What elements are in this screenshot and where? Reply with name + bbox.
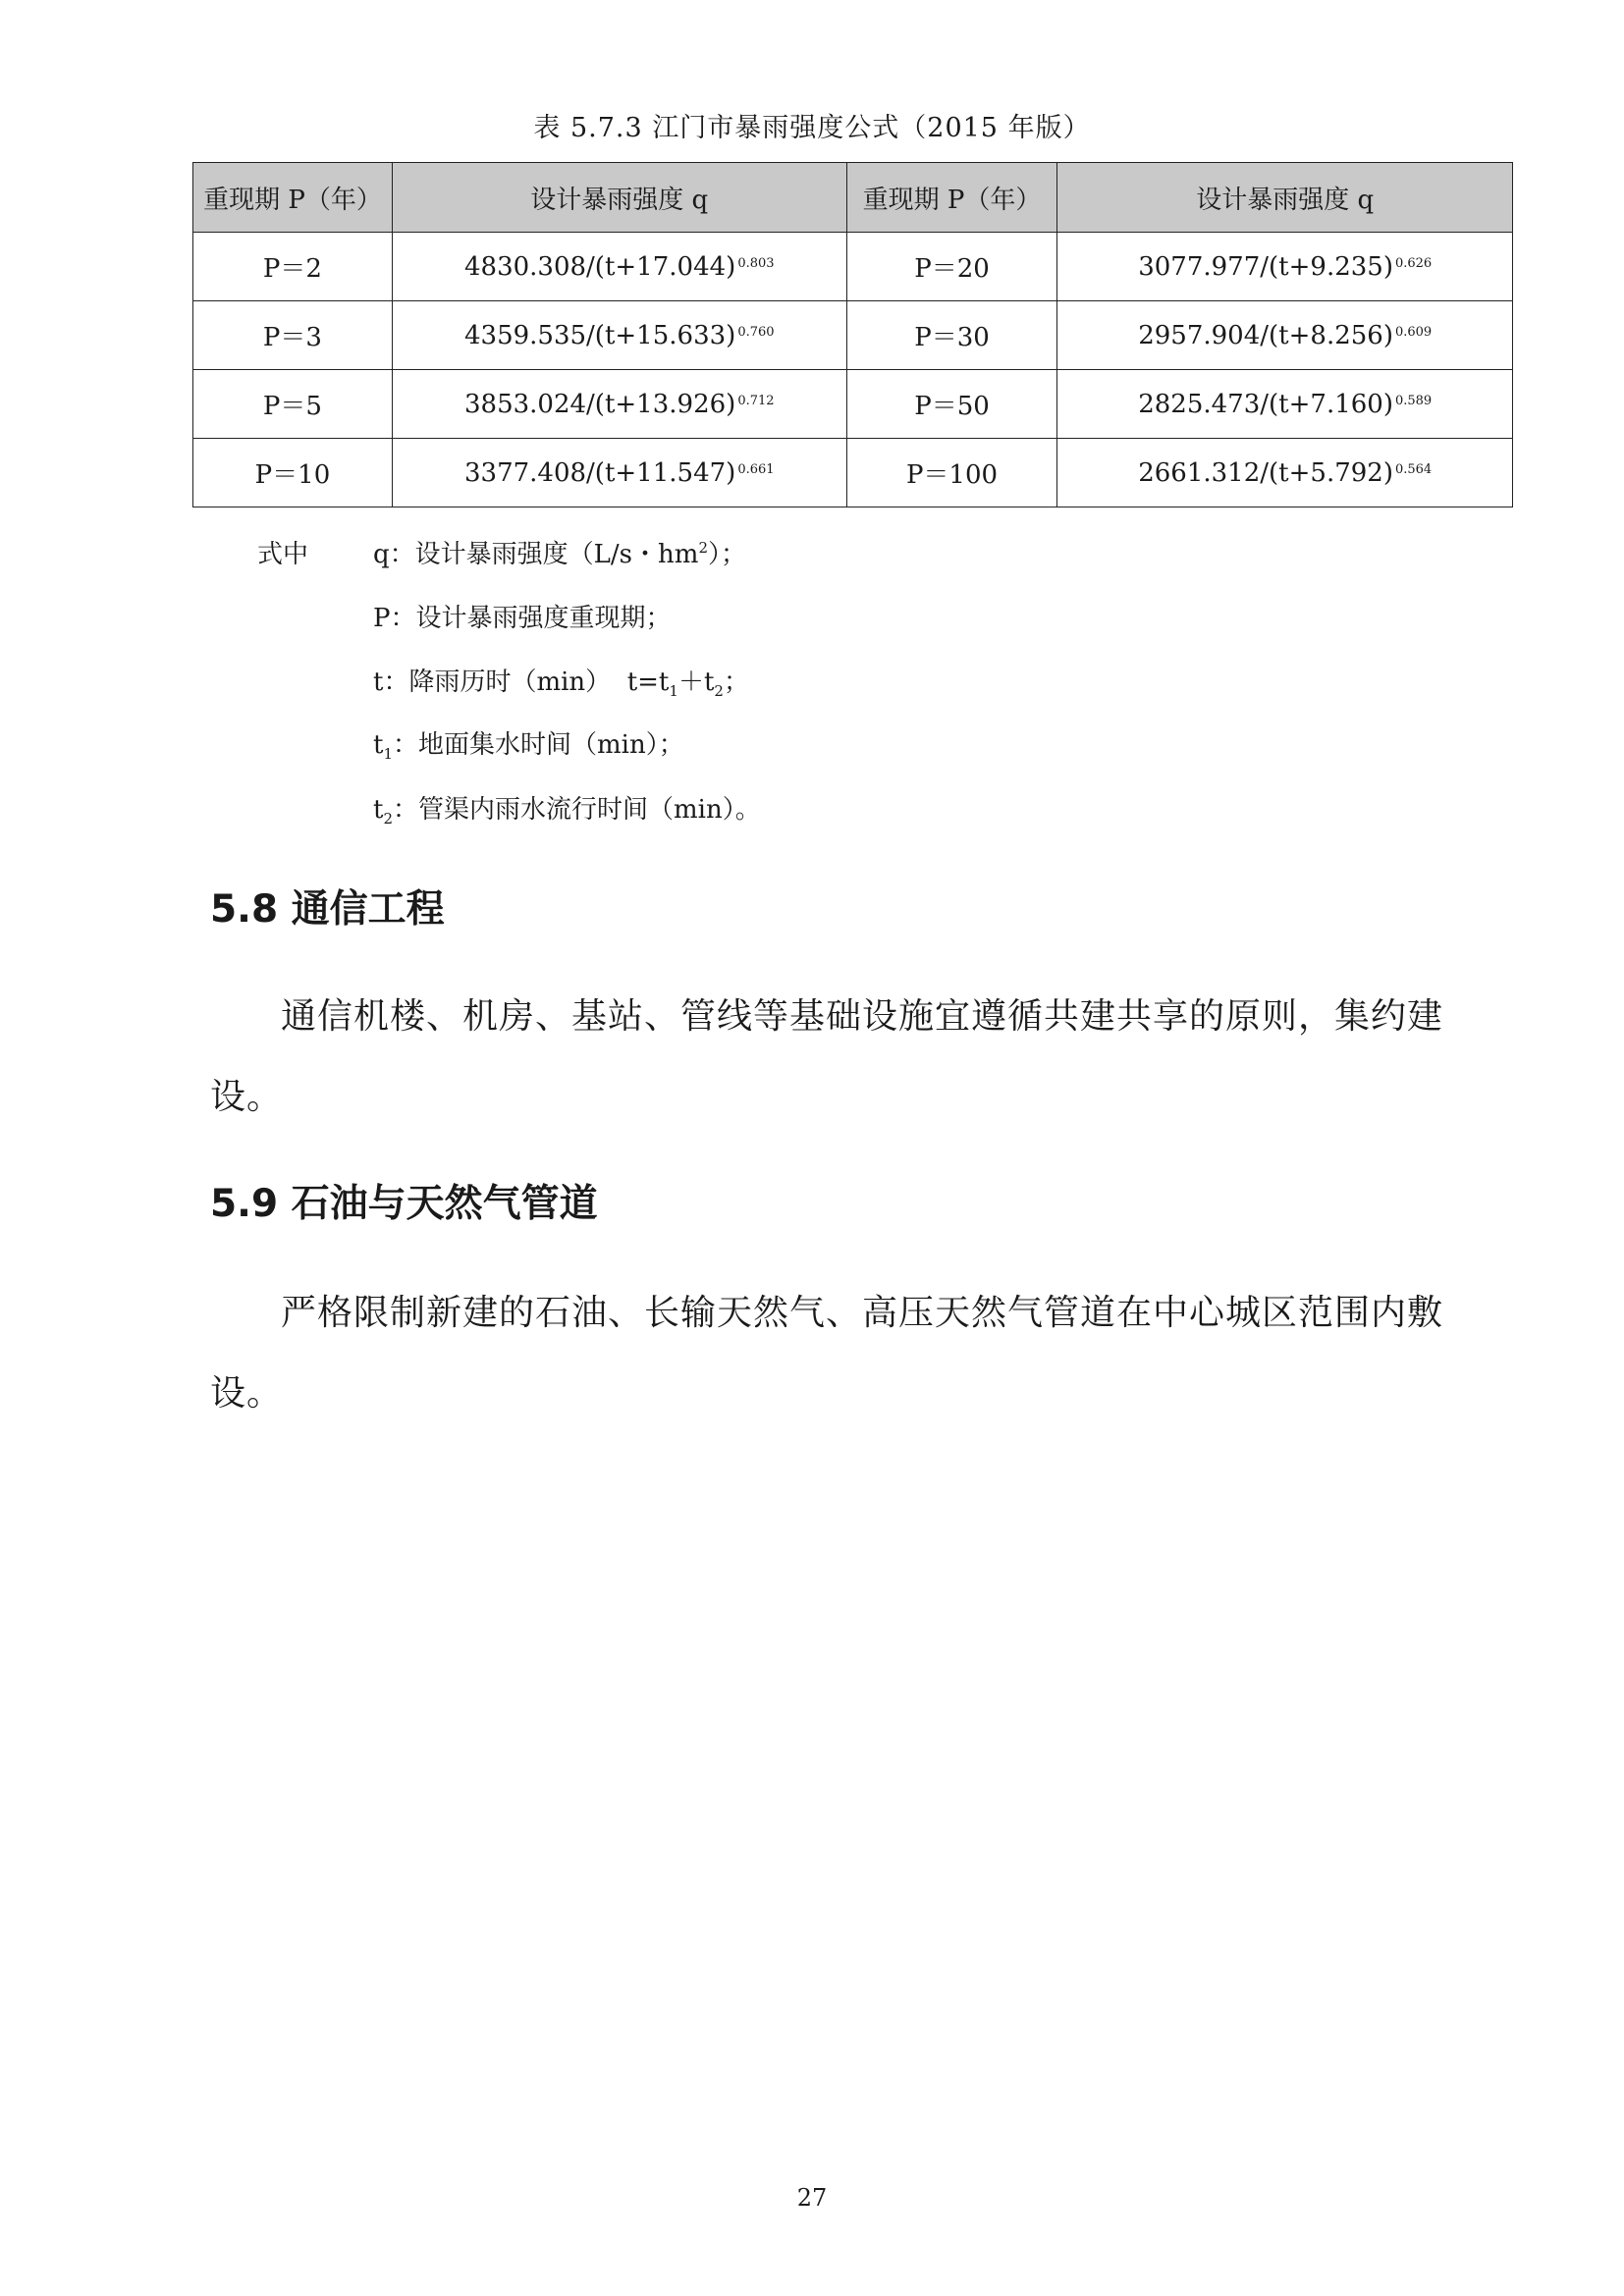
page-number: 27 xyxy=(796,2184,828,2212)
header-return-period-1: 重现期 P（年） xyxy=(193,163,393,233)
formula-text: 4830.308/(t+17.044) xyxy=(463,251,736,282)
formula-cell xyxy=(392,439,846,507)
table-row xyxy=(193,370,1513,439)
legend-subscript: 2 xyxy=(714,682,724,700)
return-period-cell: P＝100 xyxy=(846,439,1057,507)
formula-cell xyxy=(1057,233,1513,301)
section-heading-pipeline: 5.9 石油与天然气管道 xyxy=(210,1182,598,1226)
legend-text: ：降雨历时（min） t=t xyxy=(383,667,670,697)
formula-exponent: 0.803 xyxy=(737,255,775,271)
legend-symbol: t xyxy=(373,667,384,697)
table-caption: 表 5.7.3 江门市暴雨强度公式（2015 年版） xyxy=(533,113,1091,143)
return-period-cell: P＝5 xyxy=(193,370,393,439)
legend-t2 xyxy=(373,789,761,826)
formula-exponent: 0.589 xyxy=(1394,393,1433,408)
formula-text: 4359.535/(t+15.633) xyxy=(463,320,736,350)
legend-prefix: 式中 xyxy=(257,540,309,569)
formula-text: 2957.904/(t+8.256) xyxy=(1138,320,1393,350)
formula-text: 2661.312/(t+5.792) xyxy=(1138,457,1393,488)
return-period-cell: P＝30 xyxy=(846,301,1057,370)
rainstorm-intensity-table xyxy=(192,162,1513,507)
formula-cell xyxy=(392,233,846,301)
legend-subscript: 1 xyxy=(669,682,678,700)
legend-text: ：管渠内雨水流行时间（min）。 xyxy=(393,795,761,825)
header-intensity-2: 设计暴雨强度 q xyxy=(1057,163,1513,233)
formula-text: 3077.977/(t+9.235) xyxy=(1138,251,1393,282)
section-heading-telecom: 5.8 通信工程 xyxy=(210,887,445,932)
legend-subscript: 1 xyxy=(383,745,393,763)
legend-q xyxy=(373,534,746,570)
legend-symbol: P xyxy=(373,604,391,633)
return-period-cell: P＝2 xyxy=(193,233,393,301)
formula-cell xyxy=(392,301,846,370)
table-row xyxy=(193,439,1513,507)
formula-exponent: 0.609 xyxy=(1394,324,1433,340)
section-body-telecom: 通信机楼、机房、基站、管线等基础设施宜遵循共建共享的原则，集约建设。 xyxy=(210,996,1444,1117)
legend-symbol: t xyxy=(373,795,384,825)
formula-text: 3377.408/(t+11.547) xyxy=(463,457,736,488)
table-header-row xyxy=(193,163,1513,233)
header-intensity-1: 设计暴雨强度 q xyxy=(392,163,846,233)
formula-cell xyxy=(392,370,846,439)
legend-p xyxy=(373,598,672,634)
legend-superscript: 2 xyxy=(698,539,708,557)
return-period-cell: P＝10 xyxy=(193,439,393,507)
table-row xyxy=(193,233,1513,301)
legend-text: ：设计暴雨强度（L/s・hm xyxy=(389,540,699,569)
return-period-cell: P＝3 xyxy=(193,301,393,370)
legend-symbol: t xyxy=(373,730,384,760)
legend-text-end: ）； xyxy=(707,540,746,569)
legend-subscript: 2 xyxy=(383,810,393,828)
formula-cell xyxy=(1057,370,1513,439)
header-return-period-2: 重现期 P（年） xyxy=(846,163,1057,233)
legend-t1 xyxy=(373,724,684,761)
formula-exponent: 0.626 xyxy=(1394,255,1433,271)
formula-exponent: 0.760 xyxy=(737,324,775,340)
formula-cell xyxy=(1057,439,1513,507)
legend-text-mid: ＋t xyxy=(677,667,715,697)
formula-exponent: 0.661 xyxy=(737,461,775,477)
formula-cell xyxy=(1057,301,1513,370)
return-period-cell: P＝20 xyxy=(846,233,1057,301)
section-body-pipeline: 严格限制新建的石油、长输天然气、高压天然气管道在中心城区范围内敷设。 xyxy=(210,1293,1444,1414)
legend-text-end: ； xyxy=(723,667,749,697)
formula-text: 2825.473/(t+7.160) xyxy=(1138,389,1393,419)
legend-text: ：设计暴雨强度重现期； xyxy=(390,604,672,633)
formula-exponent: 0.564 xyxy=(1394,461,1433,477)
formula-exponent: 0.712 xyxy=(737,393,775,408)
formula-text: 3853.024/(t+13.926) xyxy=(463,389,736,419)
table-row xyxy=(193,301,1513,370)
legend-text: ：地面集水时间（min）； xyxy=(393,730,684,760)
legend-t xyxy=(373,662,749,698)
return-period-cell: P＝50 xyxy=(846,370,1057,439)
legend-symbol: q xyxy=(373,540,390,569)
